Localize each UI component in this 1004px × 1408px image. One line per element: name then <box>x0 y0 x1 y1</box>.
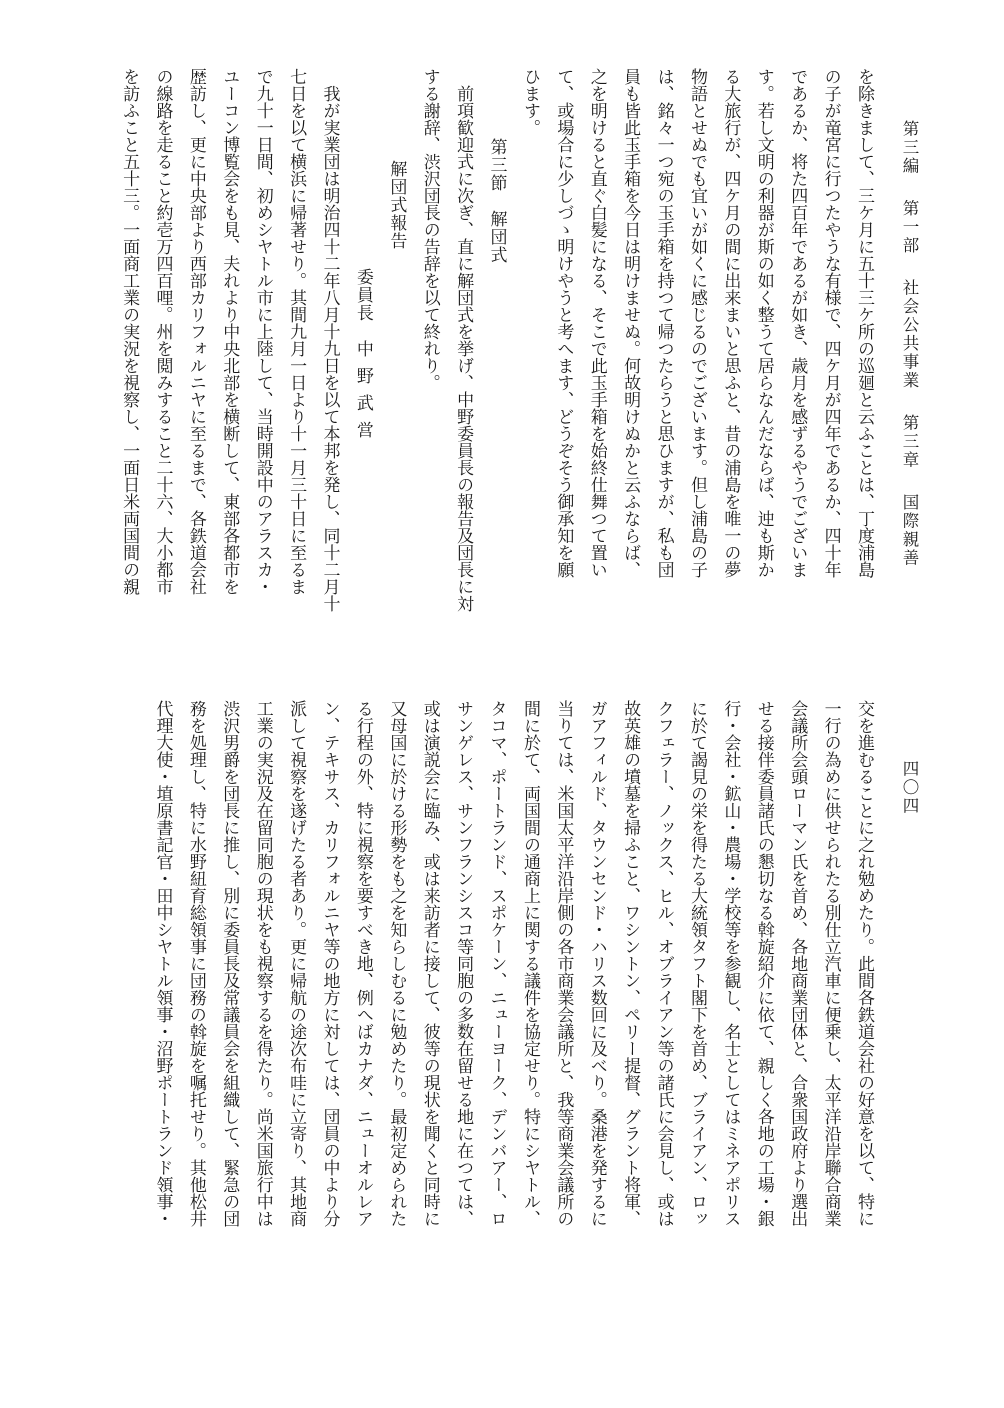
report-line: る行程の外、特に視察を要すべき地、例へばカナダ、ニューオルレア <box>352 700 373 1227</box>
report-line: 我が実業団は明治四十二年八月十九日を以て本邦を発し、同十二月十 <box>319 85 340 612</box>
body-line: て、或場合に少しづゝ明けやうと考へます、どうぞそう御承知を願 <box>553 68 574 578</box>
body-line: 之を明けると直ぐ白髪になる、そこで此玉手箱を始終仕舞つて置い <box>586 68 607 578</box>
report-line: 行・会社・鉱山・農場・学校等を参観し、名士としてはミネアポリス <box>720 700 741 1227</box>
report-line: せる接伴委員諸氏の懇切なる斡旋紹介に依て、親しく各地の工場・銀 <box>753 700 774 1227</box>
report-line: 渋沢男爵を団長に推し、別に委員長及常議員会を組織して、緊急の団 <box>219 700 240 1227</box>
section-heading: 第三節 解団式 <box>486 138 507 264</box>
header-bu-title: 社会公共事業 <box>900 279 919 390</box>
report-line: サンゲレス、サンフランシスコ等同胞の多数在留せる地に在つては、 <box>453 700 474 1227</box>
header-bu: 第一部 <box>900 199 919 255</box>
running-header <box>894 120 924 650</box>
report-line: 故英雄の墳墓を掃ふこと、ワシントン、ペリー提督、グラント将軍、 <box>620 700 641 1227</box>
section-intro-line: 前項歓迎式に次ぎ、直に解団式を挙げ、中野委員長の報告及団長に対 <box>453 85 474 612</box>
report-line: 歴訪し、更に中央部より西部カリフォルニヤに至るまで、各鉄道会社 <box>185 68 206 595</box>
report-line: を訪ふこと五十三。一面商工業の実況を視察し、一面日米両国間の親 <box>119 68 140 595</box>
body-line: であるか、将た四百年であるが如き、歳月を感ずるやうでございま <box>787 68 808 578</box>
header-chapter-title: 国際親善 <box>900 493 919 568</box>
report-line: に於て謁見の栄を得たる大統領タフト閣下を首め、ブライアン、ロッ <box>686 700 707 1227</box>
page-number: 四〇四 <box>900 760 919 816</box>
report-line: 代理大使・埴原書記官・田中シヤトル領事・沼野ポートランド領事・ <box>152 700 173 1227</box>
report-line: タコマ、ポートランド、スポケーン、ニューヨーク、デンバアー、ロ <box>486 700 507 1227</box>
signatory-name: 中野武営 <box>352 340 373 448</box>
upper-text-block <box>119 68 880 648</box>
header-hen: 第三編 <box>900 120 919 176</box>
report-line: の線路を走ること約壱万四百哩。州を閲みすること二十六、大小都市 <box>152 68 173 595</box>
report-line: 工業の実況及在留同胞の現状をも視察するを得たり。尚米国旅行中は <box>252 700 273 1227</box>
report-line: ン、テキサス、カリフォルニヤ等の地方に対しては、団員の中より分 <box>319 700 340 1227</box>
signatory-role: 委員長 <box>352 268 373 322</box>
report-line: 交を進むることに之れ勉めたり。此間各鉄道会社の好意を以て、特に <box>854 700 874 1227</box>
body-line: の子が竜宮に行つたやうな有様で、四ケ月が四年であるか、四十年 <box>820 68 841 578</box>
report-line: 務を処理し、特に水野紐育総領事に団務の斡旋を嘱托せり。其他松井 <box>185 700 206 1227</box>
body-line: は、銘々一つ宛の玉手箱を持つて帰つたらうと思ひますが、私も団 <box>653 68 674 578</box>
report-line: 又母国に於ける形勢をも之を知らしむるに勉めたり。最初定められた <box>386 700 407 1227</box>
report-line: 当りては、米国太平洋沿岸側の各市商業会議所と、我等商業会議所の <box>553 700 574 1227</box>
report-line: 間に於て、両国間の通商上に関する議件を協定せり。特にシヤトル、 <box>519 700 540 1227</box>
body-line: ひます。 <box>519 68 540 136</box>
report-line: 或は演説会に臨み、或は来訪者に接して、彼等の現状を聞くと同時に <box>419 700 440 1227</box>
report-line: 一行の為めに供せられたる別仕立汽車に便乗し、太平洋沿岸聯合商業 <box>820 700 841 1227</box>
report-line: 派して視察を遂げたる者あり。更に帰航の途次布哇に立寄り、其地商 <box>286 700 307 1227</box>
report-line: ガアフィルド、タウンセンド・ハリス数回に及べり。桑港を発するに <box>586 700 607 1227</box>
report-line: で九十一日間、初めシヤトル市に上陸して、当時開設中のアラスカ・ <box>252 68 273 595</box>
lower-text-block <box>58 700 880 1330</box>
section-intro-line: する謝辞、渋沢団長の告辞を以て終れり。 <box>419 68 440 391</box>
body-line: 員も皆此玉手箱を今日は明けませぬ。何故明けぬかと云ふならば、 <box>620 68 641 578</box>
report-signature <box>346 68 379 648</box>
header-chapter: 第三章 <box>900 414 919 470</box>
report-line: ユーコン博覧会をも見、夫れより中央北部を横断して、東部各都市を <box>219 68 240 595</box>
report-line: 会議所会頭ローマン氏を首め、各地商業団体と、合衆国政府より選出 <box>787 700 808 1227</box>
report-line: 七日を以て横浜に帰著せり。其間九月一日より十一月三十日に至るま <box>286 68 307 595</box>
body-line: す。若し文明の利器が斯の如く整うて居らなんだならば、迚も斯か <box>753 68 774 578</box>
body-line: を除きまして、三ケ月に五十三ケ所の巡廻と云ふことは、丁度浦島 <box>854 68 874 578</box>
body-line: る大旅行が、四ケ月の間に出来まいと思ふと、昔の浦島を唯一の夢 <box>720 68 741 578</box>
report-title: 解団式報告 <box>386 160 407 250</box>
body-line: 物語とせぬでも宜いが如くに感じるのでございます。但し浦島の子 <box>686 68 707 578</box>
report-line: クフェラー、ノックス、ヒル、オブライアン等の諸氏に会見し、或は <box>653 700 674 1227</box>
